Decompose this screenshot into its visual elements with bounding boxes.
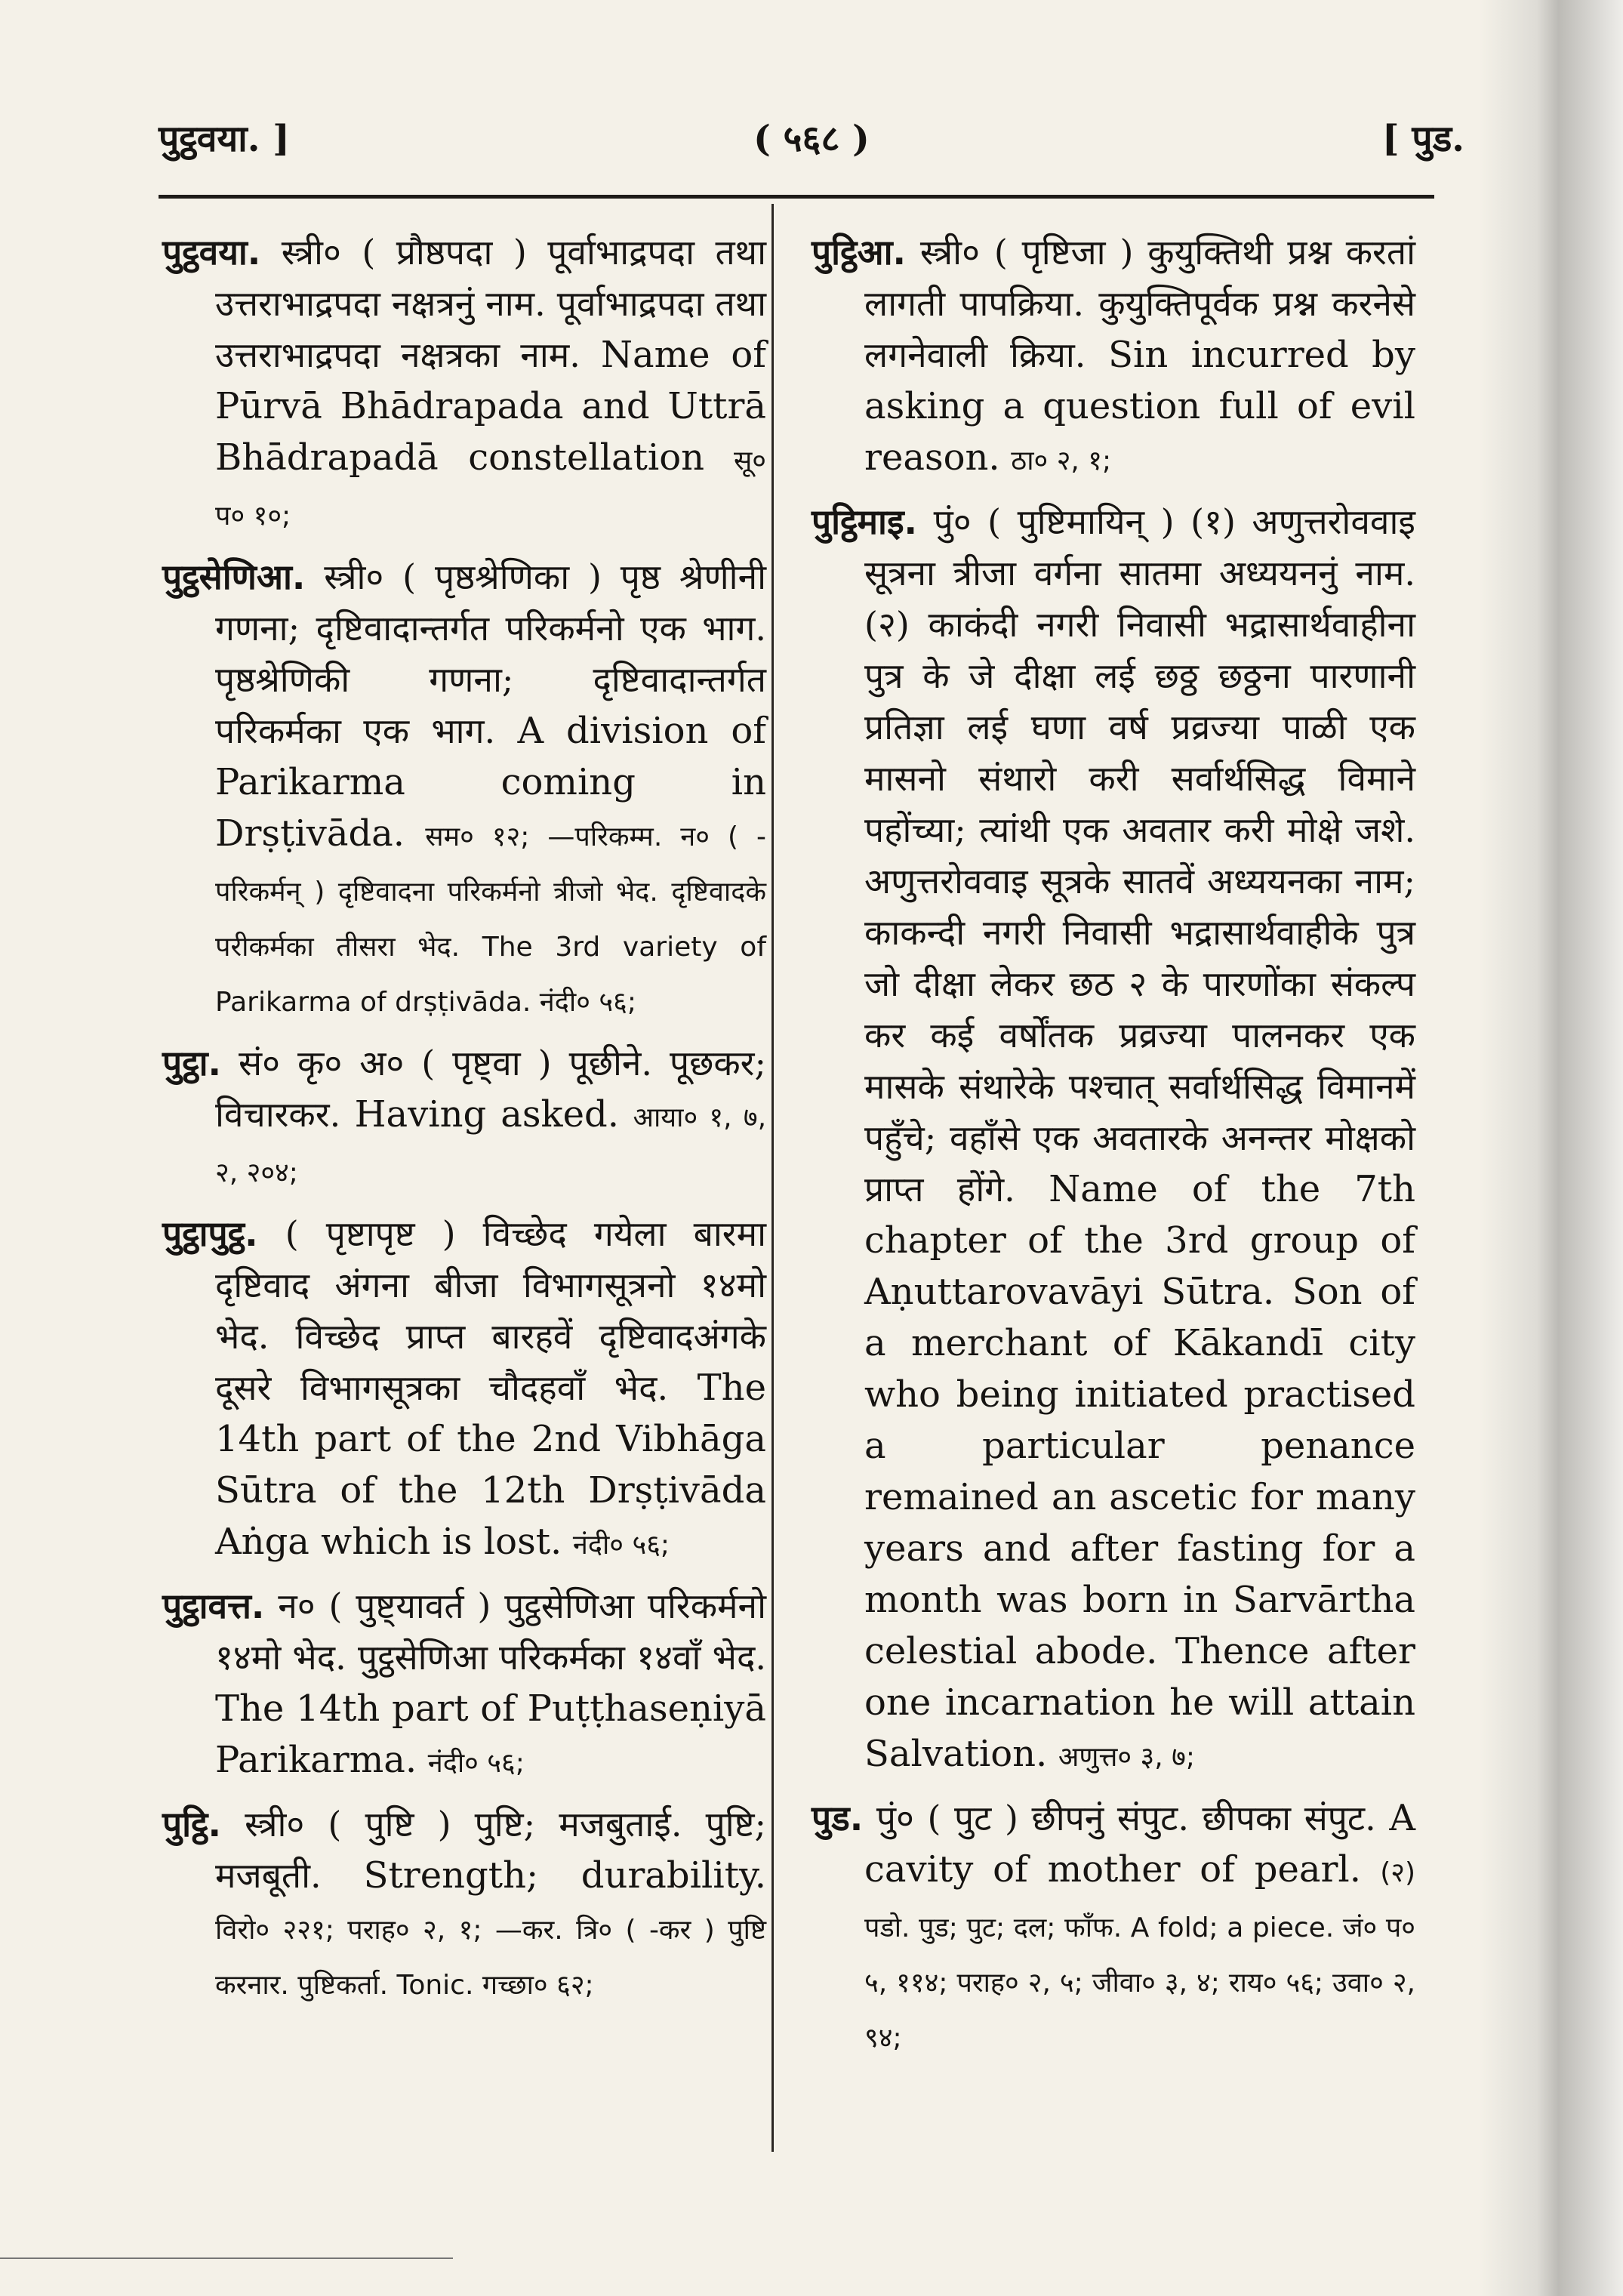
dictionary-entry bbox=[812, 496, 1415, 1783]
entry-reference: अणुत्त० ३, ७; bbox=[1058, 1742, 1195, 1773]
entry-reference: आया० १, ७, २, २०४; bbox=[215, 1102, 767, 1188]
dictionary-entry bbox=[162, 1798, 766, 2011]
entry-definition: ( पृष्टापृष्ट ) विच्छेद गयेला बारमा दृष्टिवाद अंगना बीजा विभागसूत्रनो १४मो भेद. विच्छेद प्राप्त बारहवें दृष्टिवादअंगके दूसरे विभागसूत्रका चौदहवाँ भेद. bbox=[215, 1213, 766, 1408]
entry-reference: विरो० २२१; पराह० २, १; —कर. त्रि० ( -कर ) पुष्टि करनार. पुष्टिकर्ता. Tonic. गच्छा० ६२; bbox=[215, 1915, 766, 2001]
header-rule bbox=[159, 195, 1434, 199]
page-header bbox=[159, 106, 1464, 174]
entry-english: Sin incurred by asking a question full of evil reason. bbox=[864, 334, 1416, 479]
entry-headword: पुड. bbox=[812, 1798, 864, 1838]
dictionary-entry bbox=[162, 1580, 766, 1789]
entry-headword: पुट्ठिआ. bbox=[812, 232, 907, 273]
entry-headword: पुट्ठसेणिआ. bbox=[162, 556, 306, 597]
dictionary-entry bbox=[162, 1037, 766, 1199]
entry-headword: पुट्ठिमाइ. bbox=[812, 501, 918, 542]
entry-reference: सम० १२; —परिकम्म. न० ( -परिकर्मन् ) दृष्टिवादना परिकर्मनो त्रीजो भेद. दृष्टिवादके परीकर्मका तीसरा भेद. The 3rd variety of Parikarma of drṣṭivāda. नंदी० ५६; bbox=[215, 821, 767, 1018]
page-number: ( ५६८ ) bbox=[753, 118, 870, 160]
entry-reference: नंदी० ५६; bbox=[427, 1748, 525, 1779]
entry-definition: स्त्री० ( प्रौष्ठपदा ) पूर्वाभाद्रपदा तथा उत्तराभाद्रपदा नक्षत्रनुं नाम. पूर्वाभाद्रपदा तथा उत्तराभाद्रपदा नक्षत्रका नाम. bbox=[215, 232, 766, 375]
header-left-guideword: पुट्ठवया. ] bbox=[159, 118, 290, 160]
dictionary-entry bbox=[812, 227, 1415, 487]
bottom-scan-line bbox=[0, 2257, 453, 2259]
entry-english: Name of the 7th chapter of the 3rd group of Aṇuttarovavāyi Sūtra. Son of a merchant of Kākandī city who being initiated practised a particular penance remained an ascetic for many years and after fasting for a month was born in Sarvārtha celestial abode. Thence after one incarnation he will attain Salvation. bbox=[864, 1168, 1416, 1775]
entry-definition: स्त्री० ( पृष्ठश्रेणिका ) पृष्ठ श्रेणीनी गणना; दृष्टिवादान्तर्गत परिकर्मनो एक भाग. पृष्ठश्रेणिकी गणना; दृष्टिवादान्तर्गत परिकर्मका एक भाग. bbox=[215, 556, 767, 751]
entry-headword: पुट्ठापुट्ठ. bbox=[162, 1213, 258, 1254]
entry-headword: पुट्ठि. bbox=[162, 1804, 222, 1845]
left-column bbox=[162, 227, 766, 2020]
entry-english: A division of Parikarma coming in Drṣṭivāda. bbox=[215, 710, 767, 855]
entry-definition: न० ( पुष्ट्यावर्त ) पुट्ठसेणिआ परिकर्मनो १४मो भेद. पुट्ठसेणिआ परिकर्मका १४वाँ भेद. bbox=[215, 1586, 766, 1678]
entry-reference: ठा० २, १; bbox=[1011, 445, 1112, 476]
dictionary-entry bbox=[162, 1208, 766, 1571]
entry-headword: पुट्ठावत्त. bbox=[162, 1586, 265, 1626]
entry-english: The 14th part of Puṭṭhaseṇiyā Parikarma. bbox=[215, 1687, 766, 1781]
dictionary-entry bbox=[162, 551, 766, 1028]
entry-definition: स्त्री० ( पुष्टि ) पुष्टि; मजबुताई. पुष्टि; मजबूती. bbox=[215, 1804, 766, 1896]
entry-headword: पुट्ठा. bbox=[162, 1043, 222, 1083]
entry-headword: पुट्ठवया. bbox=[162, 232, 261, 273]
book-gutter-shadow bbox=[1480, 0, 1623, 2296]
entry-reference: (२) पडो. पुड; पुट; दल; फाँफ. A fold; a piece. जं० प० ५, ११४; पराह० २, ५; जीवा० ३, ४; राय० ५६; उवा० २, ९४; bbox=[864, 1857, 1415, 2054]
dictionary-entry bbox=[812, 1792, 1415, 2064]
entry-english: Strength; durability. bbox=[363, 1854, 766, 1897]
header-right-guideword: [ पुड. bbox=[1381, 118, 1464, 160]
dictionary-entry bbox=[162, 227, 766, 542]
entry-english: A cavity of mother of pearl. bbox=[864, 1797, 1416, 1891]
entry-reference: सू० प० १०; bbox=[215, 445, 766, 532]
entry-english: Having asked. bbox=[354, 1093, 620, 1136]
column-divider bbox=[771, 204, 774, 2152]
entry-definition: सं० कृ० अ० ( पृष्ट्वा ) पूछीने. पूछकर; विचारकर. bbox=[215, 1043, 766, 1135]
entry-english: Name of Pūrvā Bhādrapada and Uttrā Bhādrapadā constellation bbox=[215, 334, 766, 479]
entry-definition: पुं० ( पुट ) छीपनुं संपुट. छीपका संपुट. bbox=[876, 1798, 1376, 1838]
entry-definition: पुं० ( पुष्टिमायिन् ) (१) अणुत्तरोववाइ सूत्रना त्रीजा वर्गना सातमा अध्ययननुं नाम. (२) काकंदी नगरी निवासी भद्रासार्थवाहीना पुत्र के जे दीक्षा लई छठ्ठ छठ्ठना पारणानी प्रतिज्ञा लई घणा वर्ष प्रव्रज्या पाळी एक मासनो संथारो करी सर्वार्थसिद्ध विमाने पहोंच्या; त्यांथी एक अवतार करी मोक्षे जशे. अणुत्तरोववाइ सूत्रके सातवें अध्ययनका नाम; काकन्दी नगरी निवासी भद्रासार्थवाहीके पुत्र जो दीक्षा लेकर छठ २ के पारणोंका संकल्प कर कई वर्षोंतक प्रव्रज्या पालनकर एक मासके संथारेके पश्चात् सर्वार्थसिद्ध विमानमें पहुँचे; वहाँसे एक अवतारके अनन्तर मोक्षको प्राप्त होंगे. bbox=[864, 501, 1415, 1210]
entry-english: The 14th part of the 2nd Vibhāga Sūtra of the 12th Drṣṭivāda Aṅga which is lost. bbox=[215, 1367, 766, 1563]
entry-reference: नंदी० ५६; bbox=[572, 1530, 670, 1561]
right-column bbox=[812, 227, 1415, 2073]
entry-definition: स्त्री० ( पृष्टिजा ) कुयुक्तिथी प्रश्न करतां लागती पापक्रिया. कुयुक्तिपूर्वक प्रश्न करनेसे लगनेवाली क्रिया. bbox=[864, 232, 1416, 375]
